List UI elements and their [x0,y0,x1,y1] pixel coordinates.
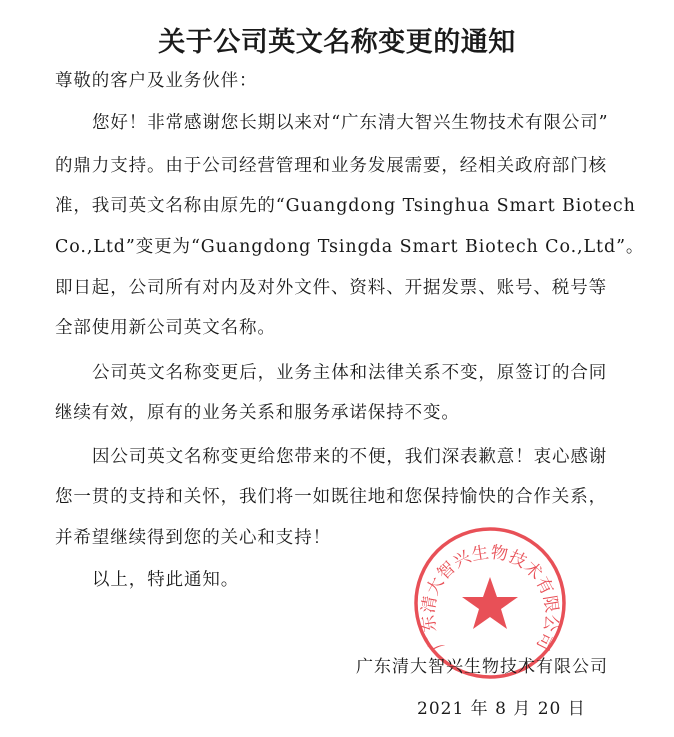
paragraph-line: 公司英文名称变更后，业务主体和法律关系不变，原签订的合同 [92,363,608,383]
paragraph-line: 继续有效，原有的业务关系和服务承诺保持不变。 [55,403,460,423]
paragraph-line: 全部使用新公司英文名称。 [55,318,276,338]
paragraph-line: 的鼎力支持。由于公司经营管理和业务发展需要，经相关政府部门核 [55,156,607,176]
paragraph-line: 因公司英文名称变更给您带来的不便，我们深表歉意！衷心感谢 [92,447,608,467]
document-title: 关于公司英文名称变更的通知 [158,27,516,58]
signature-company: 广东清大智兴生物技术有限公司 [356,657,608,677]
paragraph-line: 并希望继续得到您的关心和支持！ [55,528,331,548]
paragraph-line: 您一贯的支持和关怀，我们将一如既往地和您保持愉快的合作关系， [55,487,607,507]
paragraph-line: Co.,Ltd”变更为“Guangdong Tsingda Smart Biotech Co.,Ltd”。 [55,237,645,257]
paragraph-line: 准，我司英文名称由原先的“Guangdong Tsinghua Smart Biotech [55,196,636,216]
signature-date: 2021 年 8 月 20 日 [417,699,586,719]
salutation: 尊敬的客户及业务伙伴： [55,71,258,91]
paragraph-line: 以上，特此通知。 [92,570,240,590]
paragraph-line: 您好！非常感谢您长期以来对“广东清大智兴生物技术有限公司” [92,113,609,133]
star-icon [462,577,518,629]
paragraph-line: 即日起，公司所有对内及对外文件、资料、开据发票、账号、税号等 [55,278,607,298]
svg-text:广东清大智兴生物技术有限公司: 广东清大智兴生物技术有限公司 [418,542,562,654]
